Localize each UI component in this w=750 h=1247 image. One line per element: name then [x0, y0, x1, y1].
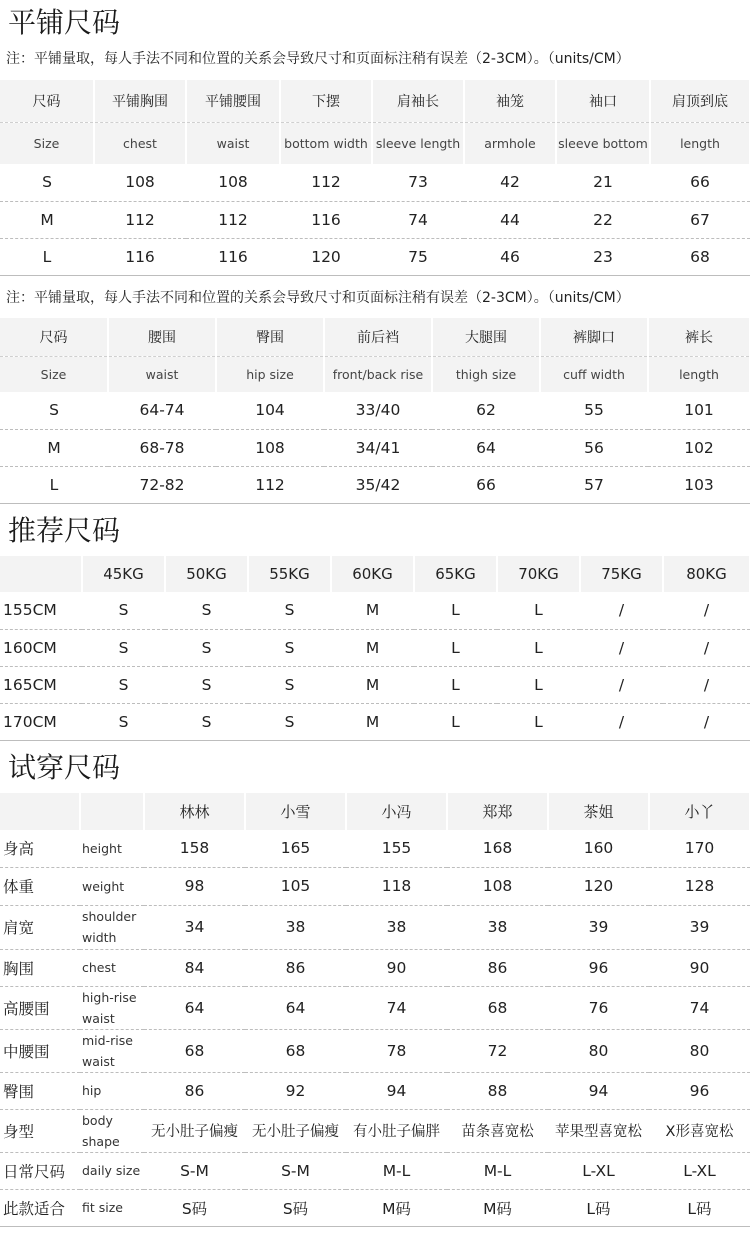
flat-size-note: 注：平铺量取，每人手法不同和位置的关系会导致尺寸和页面标注稍有误差（2-3CM）。（units/CM）: [6, 51, 630, 67]
table-cell: L: [0, 238, 94, 275]
table-cell: S-M: [144, 1152, 245, 1189]
table-cell: M: [331, 703, 414, 740]
table-row: [0, 1109, 750, 1152]
row-label-en: high-rise waist: [80, 986, 144, 1029]
header-sleeve-length-en: sleeve length: [372, 122, 464, 164]
tryon-size-table: [0, 793, 750, 1227]
header-waist-en: waist: [186, 122, 280, 164]
table-cell: 68: [447, 986, 548, 1029]
table-cell: 73: [372, 164, 464, 201]
table-cell: M: [331, 629, 414, 666]
header-bottom-width: 下摆: [280, 80, 372, 122]
header-thigh-en: thigh size: [432, 356, 540, 392]
table-row: [0, 392, 750, 429]
table-cell: 120: [548, 867, 649, 905]
flat-size-title: 平铺尺码: [8, 6, 121, 39]
table-cell: 118: [346, 867, 447, 905]
table-cell: L: [497, 703, 580, 740]
table-cell: 104: [216, 392, 324, 429]
table-cell: 116: [280, 201, 372, 238]
table-cell: S: [82, 592, 165, 629]
table-cell: M: [0, 429, 108, 466]
table-cell: 80: [548, 1029, 649, 1072]
row-label-en: mid-rise waist: [80, 1029, 144, 1072]
table-cell: 108: [216, 429, 324, 466]
table-cell: S: [165, 666, 248, 703]
table-cell: S: [165, 703, 248, 740]
table-cell: 75: [372, 238, 464, 275]
table-cell: 74: [346, 986, 447, 1029]
header-bottom-width-en: bottom width: [280, 122, 372, 164]
height-label: 160CM: [0, 629, 82, 666]
table-cell: 38: [346, 905, 447, 949]
table-cell: M码: [346, 1189, 447, 1226]
model-name: 茶姐: [548, 793, 649, 830]
table-row: [0, 429, 750, 466]
table-cell: 34: [144, 905, 245, 949]
table-cell: 72: [447, 1029, 548, 1072]
table-cell: S: [82, 703, 165, 740]
table-cell: 158: [144, 830, 245, 867]
table-cell: M-L: [447, 1152, 548, 1189]
table-row: [0, 201, 750, 238]
table-cell: 66: [650, 164, 750, 201]
table-cell: 68-78: [108, 429, 216, 466]
table-cell: S码: [144, 1189, 245, 1226]
height-label: 155CM: [0, 592, 82, 629]
header-weight: 50KG: [165, 556, 248, 592]
table-cell: /: [663, 666, 750, 703]
table-cell: M: [331, 666, 414, 703]
header-length: 肩顶到底: [650, 80, 750, 122]
table-cell: /: [580, 703, 663, 740]
table-cell: /: [663, 592, 750, 629]
row-label-en: height: [80, 830, 144, 867]
row-label-en: weight: [80, 867, 144, 905]
table-cell: 57: [540, 466, 648, 503]
row-label-en: hip: [80, 1072, 144, 1109]
table-cell: 22: [556, 201, 650, 238]
table-cell: 67: [650, 201, 750, 238]
header-size-en: Size: [0, 356, 108, 392]
table-cell: 38: [245, 905, 346, 949]
table-row: [0, 164, 750, 201]
table-cell: 120: [280, 238, 372, 275]
header-cuff-en: cuff width: [540, 356, 648, 392]
table-cell: /: [663, 703, 750, 740]
table-cell: 155: [346, 830, 447, 867]
table-cell: 无小肚子偏瘦: [245, 1109, 346, 1152]
header-hip: 臀围: [216, 318, 324, 356]
table-cell: S: [248, 703, 331, 740]
row-label-cn: 中腰围: [0, 1029, 80, 1072]
table-cell: 96: [649, 1072, 750, 1109]
recommend-header-row: [0, 556, 750, 592]
table-cell: L: [414, 666, 497, 703]
row-label-en: fit size: [80, 1189, 144, 1226]
table-cell: L-XL: [548, 1152, 649, 1189]
table-cell: /: [663, 629, 750, 666]
row-label-cn: 胸围: [0, 949, 80, 986]
table-cell: 84: [144, 949, 245, 986]
table-cell: 有小肚子偏胖: [346, 1109, 447, 1152]
recommend-size-title: 推荐尺码: [8, 514, 121, 547]
header-weight: 70KG: [497, 556, 580, 592]
table-cell: 86: [245, 949, 346, 986]
tryon-header-row: [0, 793, 750, 830]
table-cell: 101: [648, 392, 750, 429]
header-chest: 平铺胸围: [94, 80, 186, 122]
table-cell: 64-74: [108, 392, 216, 429]
table-cell: 90: [346, 949, 447, 986]
table-cell: S: [248, 666, 331, 703]
table-row: [0, 986, 750, 1029]
table-cell: 35/42: [324, 466, 432, 503]
table-cell: L码: [548, 1189, 649, 1226]
table-cell: S: [82, 629, 165, 666]
table-row: [0, 703, 750, 740]
table-cell: 62: [432, 392, 540, 429]
table-cell: 44: [464, 201, 556, 238]
table-cell: 86: [447, 949, 548, 986]
table-cell: 103: [648, 466, 750, 503]
model-name: 小雪: [245, 793, 346, 830]
table-cell: L: [497, 629, 580, 666]
table-cell: 74: [372, 201, 464, 238]
header-armhole-en: armhole: [464, 122, 556, 164]
table-row: [0, 666, 750, 703]
table-cell: 94: [346, 1072, 447, 1109]
table-cell: M: [0, 201, 94, 238]
row-label-en: body shape: [80, 1109, 144, 1152]
model-name: 小丫: [649, 793, 750, 830]
table-cell: 116: [186, 238, 280, 275]
table-cell: 88: [447, 1072, 548, 1109]
row-label-en: shoulder width: [80, 905, 144, 949]
table-cell: 128: [649, 867, 750, 905]
table-row: [0, 592, 750, 629]
table-cell: 33/40: [324, 392, 432, 429]
pants-header-en-row: [0, 356, 750, 392]
table-cell: L码: [649, 1189, 750, 1226]
header-pants-length-en: length: [648, 356, 750, 392]
table-cell: 苹果型喜宽松: [548, 1109, 649, 1152]
table-cell: S: [82, 666, 165, 703]
table-cell: L: [497, 666, 580, 703]
table-row: [0, 1152, 750, 1189]
table-cell: S-M: [245, 1152, 346, 1189]
row-label-en: chest: [80, 949, 144, 986]
table-cell: L-XL: [649, 1152, 750, 1189]
header-hip-en: hip size: [216, 356, 324, 392]
header-sleeve-length: 肩袖长: [372, 80, 464, 122]
pants-size-note: 注：平铺量取，每人手法不同和位置的关系会导致尺寸和页面标注稍有误差（2-3CM）。（units/CM）: [6, 290, 630, 306]
table-cell: 64: [245, 986, 346, 1029]
header-cuff: 裤脚口: [540, 318, 648, 356]
header-waist: 平铺腰围: [186, 80, 280, 122]
table-cell: 105: [245, 867, 346, 905]
header-corner: [0, 556, 82, 592]
header-waist: 腰围: [108, 318, 216, 356]
pants-header-cn-row: [0, 318, 750, 356]
table-cell: L: [414, 592, 497, 629]
table-cell: 112: [216, 466, 324, 503]
table-cell: 39: [548, 905, 649, 949]
height-label: 170CM: [0, 703, 82, 740]
table-cell: X形喜宽松: [649, 1109, 750, 1152]
row-label-cn: 日常尺码: [0, 1152, 80, 1189]
table-cell: L: [0, 466, 108, 503]
table-cell: 72-82: [108, 466, 216, 503]
table-cell: 102: [648, 429, 750, 466]
header-weight: 45KG: [82, 556, 165, 592]
table-cell: 23: [556, 238, 650, 275]
table-cell: 68: [650, 238, 750, 275]
table-cell: S: [248, 629, 331, 666]
flat-header-en-row: [0, 122, 750, 164]
table-cell: 116: [94, 238, 186, 275]
table-cell: L: [414, 629, 497, 666]
table-row: [0, 949, 750, 986]
table-cell: 160: [548, 830, 649, 867]
table-cell: 74: [649, 986, 750, 1029]
row-label-en: daily size: [80, 1152, 144, 1189]
header-waist-en: waist: [108, 356, 216, 392]
table-cell: L: [414, 703, 497, 740]
table-cell: M-L: [346, 1152, 447, 1189]
header-pants-length: 裤长: [648, 318, 750, 356]
table-cell: S码: [245, 1189, 346, 1226]
height-label: 165CM: [0, 666, 82, 703]
header-sleeve-bottom-en: sleeve bottom: [556, 122, 650, 164]
table-cell: 112: [186, 201, 280, 238]
table-cell: S: [165, 592, 248, 629]
table-cell: 92: [245, 1072, 346, 1109]
table-cell: L: [497, 592, 580, 629]
recommend-size-table: [0, 556, 750, 741]
header-rise: 前后裆: [324, 318, 432, 356]
flat-header-cn-row: [0, 80, 750, 122]
tryon-size-title: 试穿尺码: [8, 751, 121, 784]
table-cell: 64: [432, 429, 540, 466]
table-cell: 56: [540, 429, 648, 466]
row-label-cn: 身型: [0, 1109, 80, 1152]
header-thigh: 大腿围: [432, 318, 540, 356]
table-cell: /: [580, 666, 663, 703]
table-cell: 46: [464, 238, 556, 275]
table-cell: 112: [280, 164, 372, 201]
table-cell: 68: [245, 1029, 346, 1072]
header-weight: 75KG: [580, 556, 663, 592]
table-cell: 98: [144, 867, 245, 905]
table-cell: 108: [94, 164, 186, 201]
row-label-cn: 此款适合: [0, 1189, 80, 1226]
table-cell: 94: [548, 1072, 649, 1109]
header-size: 尺码: [0, 318, 108, 356]
table-row: [0, 629, 750, 666]
table-cell: S: [0, 392, 108, 429]
table-cell: 90: [649, 949, 750, 986]
table-row: [0, 1072, 750, 1109]
header-weight: 65KG: [414, 556, 497, 592]
header-armhole: 袖笼: [464, 80, 556, 122]
header-weight: 60KG: [331, 556, 414, 592]
table-cell: 39: [649, 905, 750, 949]
header-weight: 55KG: [248, 556, 331, 592]
table-row: [0, 830, 750, 867]
table-row: [0, 466, 750, 503]
table-cell: 165: [245, 830, 346, 867]
table-cell: 21: [556, 164, 650, 201]
header-sleeve-bottom: 袖口: [556, 80, 650, 122]
row-label-cn: 臀围: [0, 1072, 80, 1109]
table-cell: 66: [432, 466, 540, 503]
table-cell: 34/41: [324, 429, 432, 466]
table-cell: 96: [548, 949, 649, 986]
table-row: [0, 1189, 750, 1226]
table-row: [0, 238, 750, 275]
header-length-en: length: [650, 122, 750, 164]
header-corner: [0, 793, 80, 830]
row-label-cn: 身高: [0, 830, 80, 867]
row-label-cn: 肩宽: [0, 905, 80, 949]
table-cell: S: [165, 629, 248, 666]
table-cell: /: [580, 592, 663, 629]
header-rise-en: front/back rise: [324, 356, 432, 392]
table-cell: M: [331, 592, 414, 629]
model-name: 郑郑: [447, 793, 548, 830]
table-cell: /: [580, 629, 663, 666]
table-cell: 38: [447, 905, 548, 949]
header-chest-en: chest: [94, 122, 186, 164]
header-weight: 80KG: [663, 556, 750, 592]
table-row: [0, 867, 750, 905]
model-name: 林林: [144, 793, 245, 830]
table-cell: 无小肚子偏瘦: [144, 1109, 245, 1152]
table-cell: 80: [649, 1029, 750, 1072]
flat-size-table: [0, 80, 750, 276]
table-cell: 64: [144, 986, 245, 1029]
table-cell: 苗条喜宽松: [447, 1109, 548, 1152]
table-row: [0, 1029, 750, 1072]
table-cell: 86: [144, 1072, 245, 1109]
table-cell: 55: [540, 392, 648, 429]
pants-size-table: [0, 318, 750, 504]
table-cell: 108: [186, 164, 280, 201]
table-row: [0, 905, 750, 949]
row-label-cn: 体重: [0, 867, 80, 905]
table-cell: 170: [649, 830, 750, 867]
header-size-en: Size: [0, 122, 94, 164]
table-cell: 112: [94, 201, 186, 238]
table-cell: M码: [447, 1189, 548, 1226]
table-cell: 76: [548, 986, 649, 1029]
table-cell: S: [0, 164, 94, 201]
table-cell: 68: [144, 1029, 245, 1072]
table-cell: 78: [346, 1029, 447, 1072]
table-cell: 168: [447, 830, 548, 867]
table-cell: S: [248, 592, 331, 629]
header-size: 尺码: [0, 80, 94, 122]
model-name: 小冯: [346, 793, 447, 830]
table-cell: 108: [447, 867, 548, 905]
table-cell: 42: [464, 164, 556, 201]
header-corner: [80, 793, 144, 830]
row-label-cn: 高腰围: [0, 986, 80, 1029]
